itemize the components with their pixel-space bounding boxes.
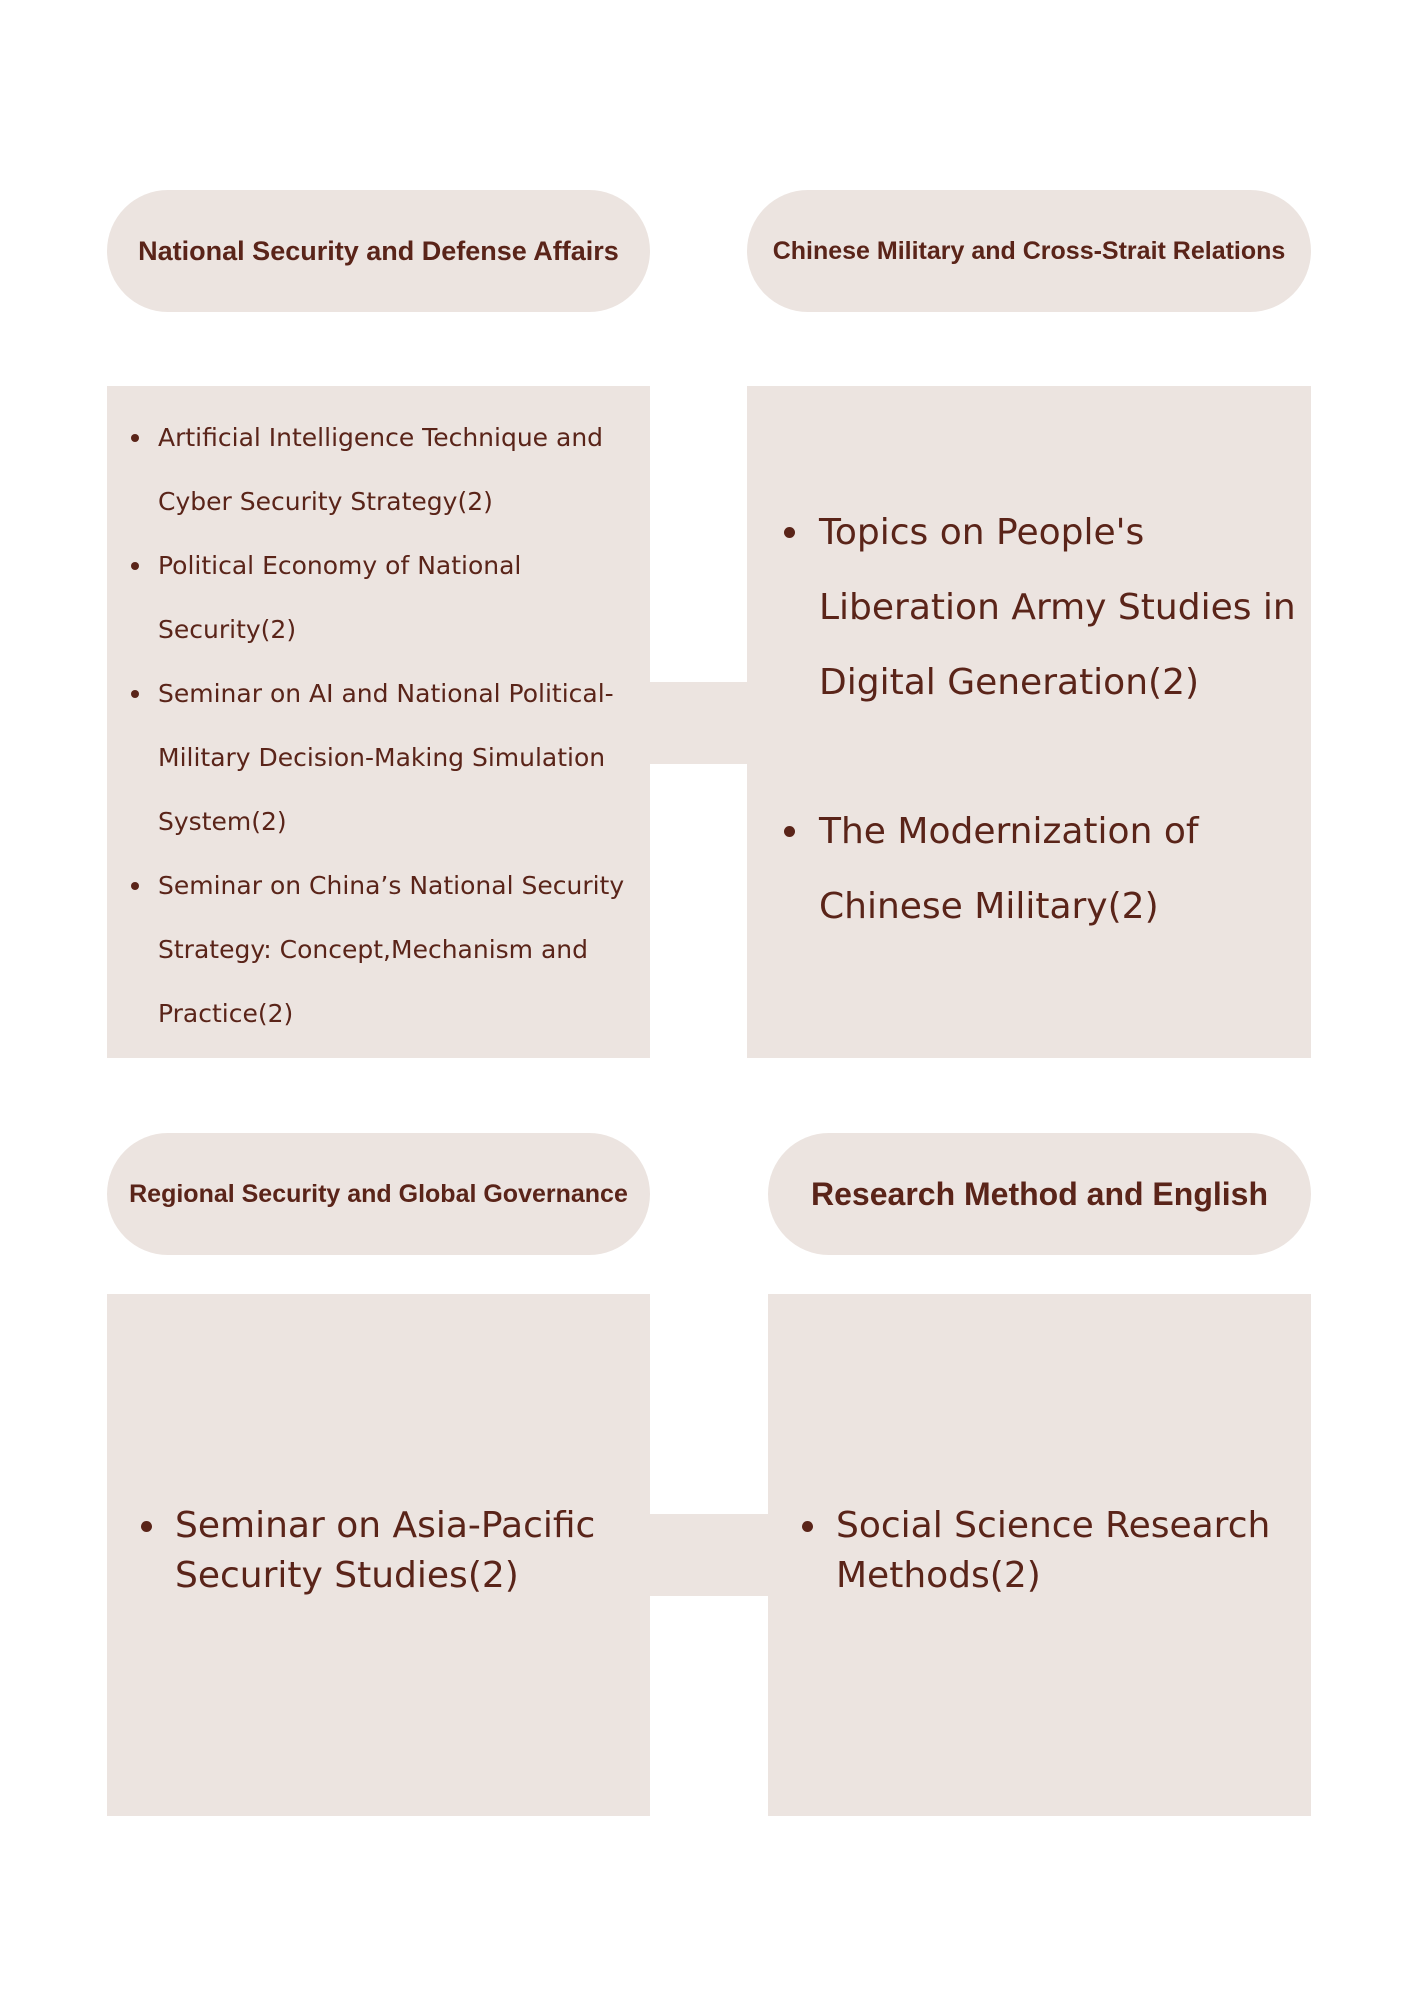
course-list [107, 1501, 650, 1601]
section-heading-national-security [107, 190, 650, 312]
list-item: Artificial Intelligence Technique and Cyber Security Strategy(2) [107, 406, 650, 534]
section-heading-label: Research Method and English [811, 1175, 1268, 1212]
section-heading-label: Regional Security and Global Governance [129, 1179, 628, 1208]
section-heading-regional-security [107, 1133, 650, 1255]
course-list [747, 495, 1311, 944]
section-heading-research-method [768, 1133, 1311, 1255]
section-heading-label: Chinese Military and Cross-Strait Relations [772, 236, 1286, 265]
course-list [768, 1501, 1311, 1601]
panel-connector [648, 1514, 770, 1596]
list-item: Seminar on Asia-Pacific Security Studies(2) [107, 1501, 650, 1601]
list-item: Social Science Research Methods(2) [768, 1501, 1311, 1601]
course-list [107, 406, 650, 1046]
panel-connector [648, 682, 750, 764]
course-panel-national-security [107, 386, 650, 1058]
list-item: Topics on People's Liberation Army Studies in Digital Generation(2) [747, 495, 1311, 720]
course-list-container [107, 1501, 650, 1601]
course-list-container [768, 1501, 1311, 1601]
list-item: Seminar on AI and National Political-Military Decision-Making Simulation System(2) [107, 662, 650, 854]
section-heading-chinese-military [747, 190, 1311, 312]
list-item: Political Economy of National Security(2) [107, 534, 650, 662]
list-item: The Modernization of Chinese Military(2) [747, 794, 1311, 944]
course-list-container [747, 495, 1311, 944]
section-heading-label: National Security and Defense Affairs [138, 235, 619, 266]
list-item: Seminar on China’s National Security Strategy: Concept,Mechanism and Practice(2) [107, 854, 650, 1046]
